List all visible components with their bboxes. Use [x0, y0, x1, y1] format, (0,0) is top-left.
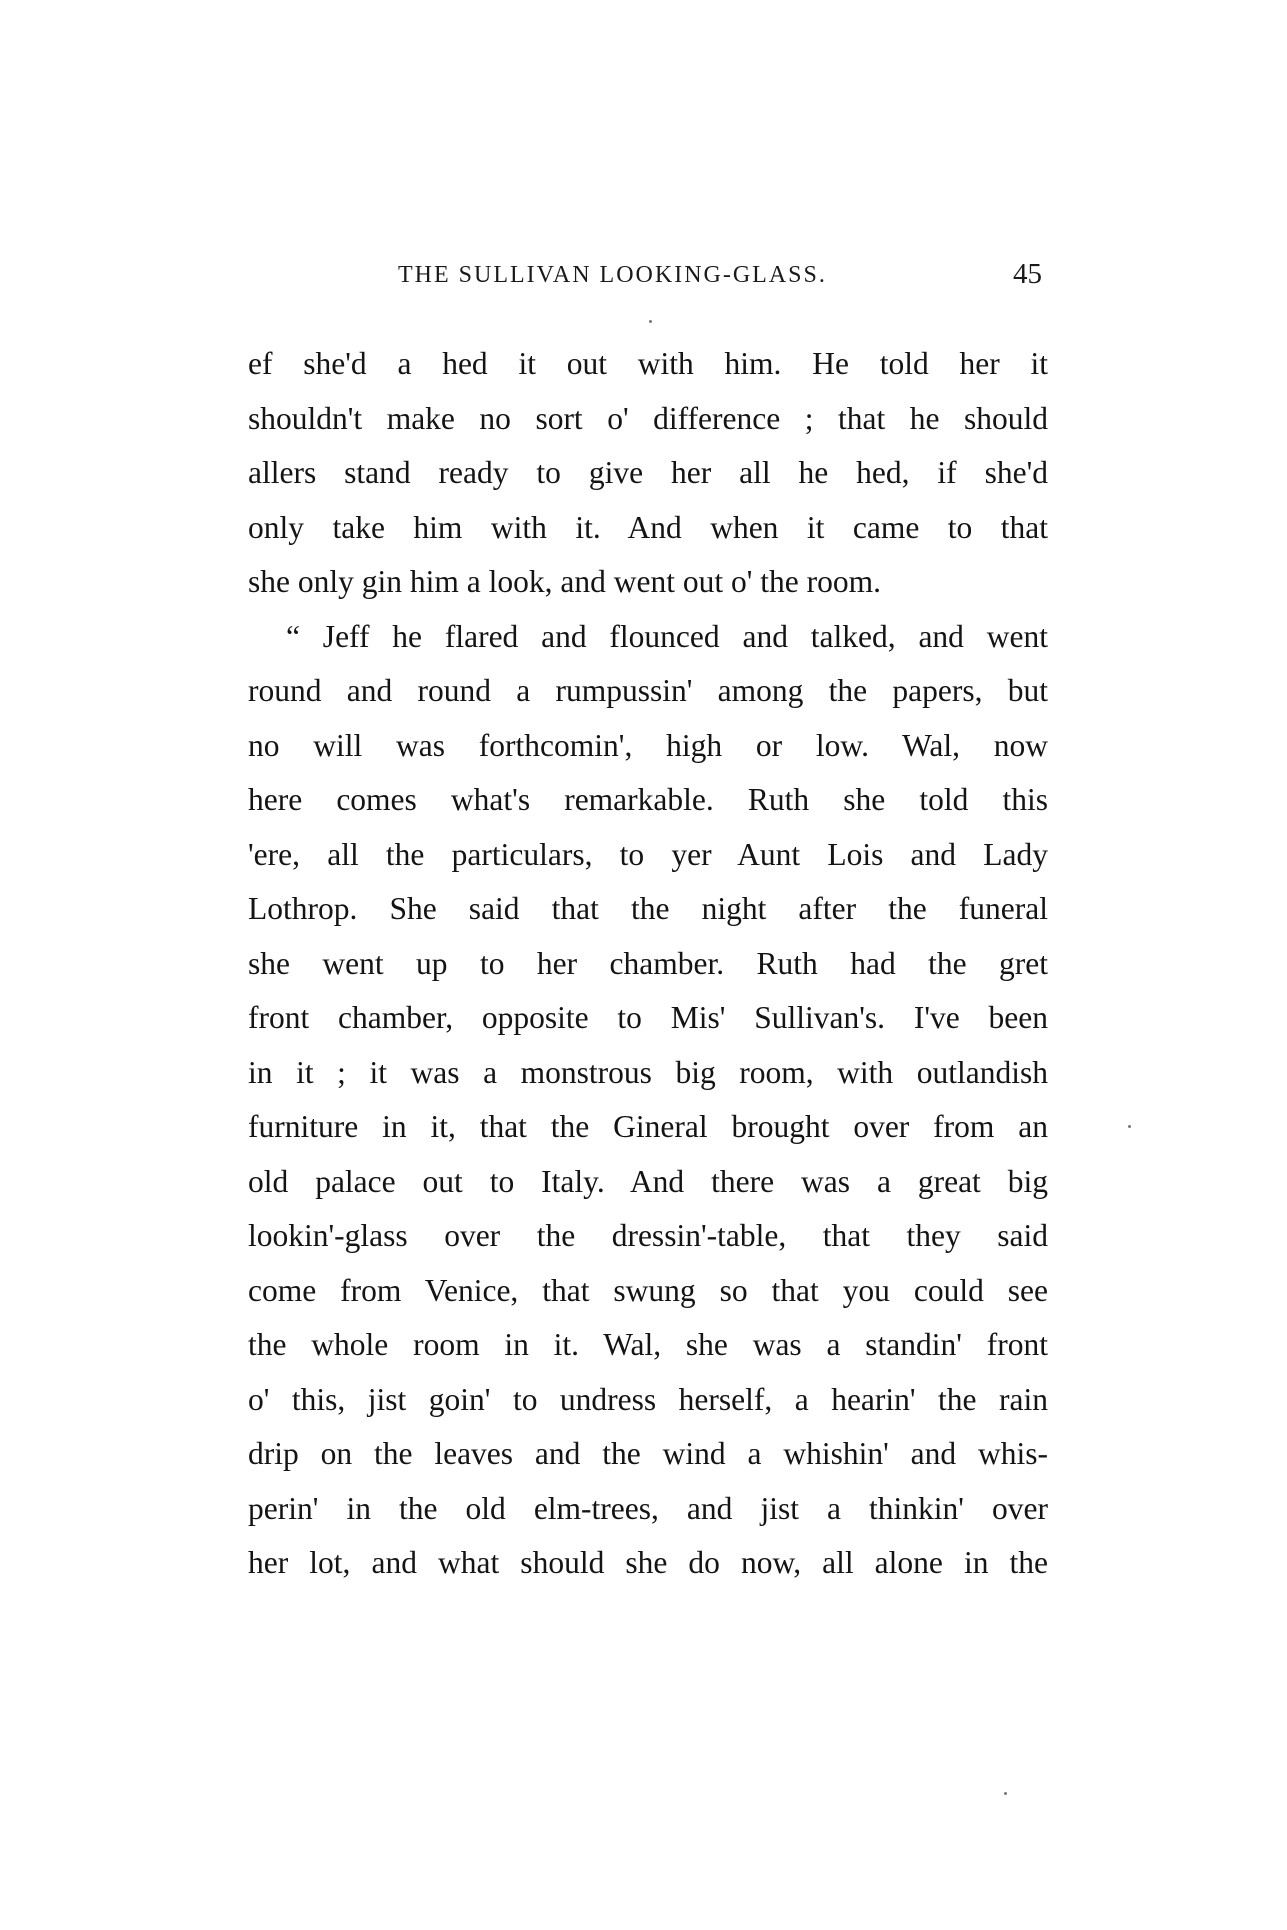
text-line: drip on the leaves and the wind a whishin' and whis- [248, 1436, 1048, 1471]
text-line: round and round a rumpussin' among the papers, but [248, 673, 1048, 708]
page-header [248, 258, 1048, 302]
text-line: only take him with it. And when it came to that [248, 509, 1048, 545]
paragraph [248, 610, 1048, 1591]
body-text [248, 337, 1048, 1591]
print-speck [1004, 1792, 1007, 1795]
text-line: she only gin him a look, and went out o' the room. [248, 564, 881, 599]
text-line: lookin'-glass over the dressin'-table, that they said [248, 1218, 1048, 1253]
text-line: no will was forthcomin', high or low. Wal, now [248, 727, 1048, 763]
text-line: she went up to her chamber. Ruth had the gret [248, 945, 1048, 981]
text-line: her lot, and what should she do now, all alone in the [248, 1545, 1048, 1580]
running-title: THE SULLIVAN LOOKING-GLASS. [398, 262, 827, 288]
text-line: ef she'd a hed it out with him. He told her it [248, 346, 1048, 381]
text-line: shouldn't make no sort o' difference ; that he should [248, 400, 1048, 436]
page-number: 45 [1013, 258, 1042, 290]
text-line: 'ere, all the particulars, to yer Aunt Lois and Lady [248, 836, 1048, 872]
print-speck [649, 320, 652, 323]
text-line: perin' in the old elm-trees, and jist a thinkin' over [248, 1490, 1048, 1526]
text-line: o' this, jist goin' to undress herself, a hearin' the rain [248, 1381, 1048, 1417]
text-line: here comes what's remarkable. Ruth she told this [248, 782, 1048, 817]
text-line: allers stand ready to give her all he hed, if she'd [248, 455, 1048, 490]
print-speck [1128, 1125, 1131, 1128]
text-line: old palace out to Italy. And there was a great big [248, 1163, 1048, 1199]
text-line: front chamber, opposite to Mis' Sullivan's. I've been [248, 1000, 1048, 1035]
text-line: in it ; it was a monstrous big room, with outlandish [248, 1054, 1048, 1090]
text-line: furniture in it, that the Gineral brought over from an [248, 1109, 1048, 1144]
text-line: “ Jeff he flared and flounced and talked, and went [286, 618, 1048, 654]
text-line: come from Venice, that swung so that you could see [248, 1272, 1048, 1308]
paragraph [248, 337, 1048, 610]
text-line: Lothrop. She said that the night after the funeral [248, 891, 1048, 926]
text-line: the whole room in it. Wal, she was a standin' front [248, 1327, 1048, 1362]
